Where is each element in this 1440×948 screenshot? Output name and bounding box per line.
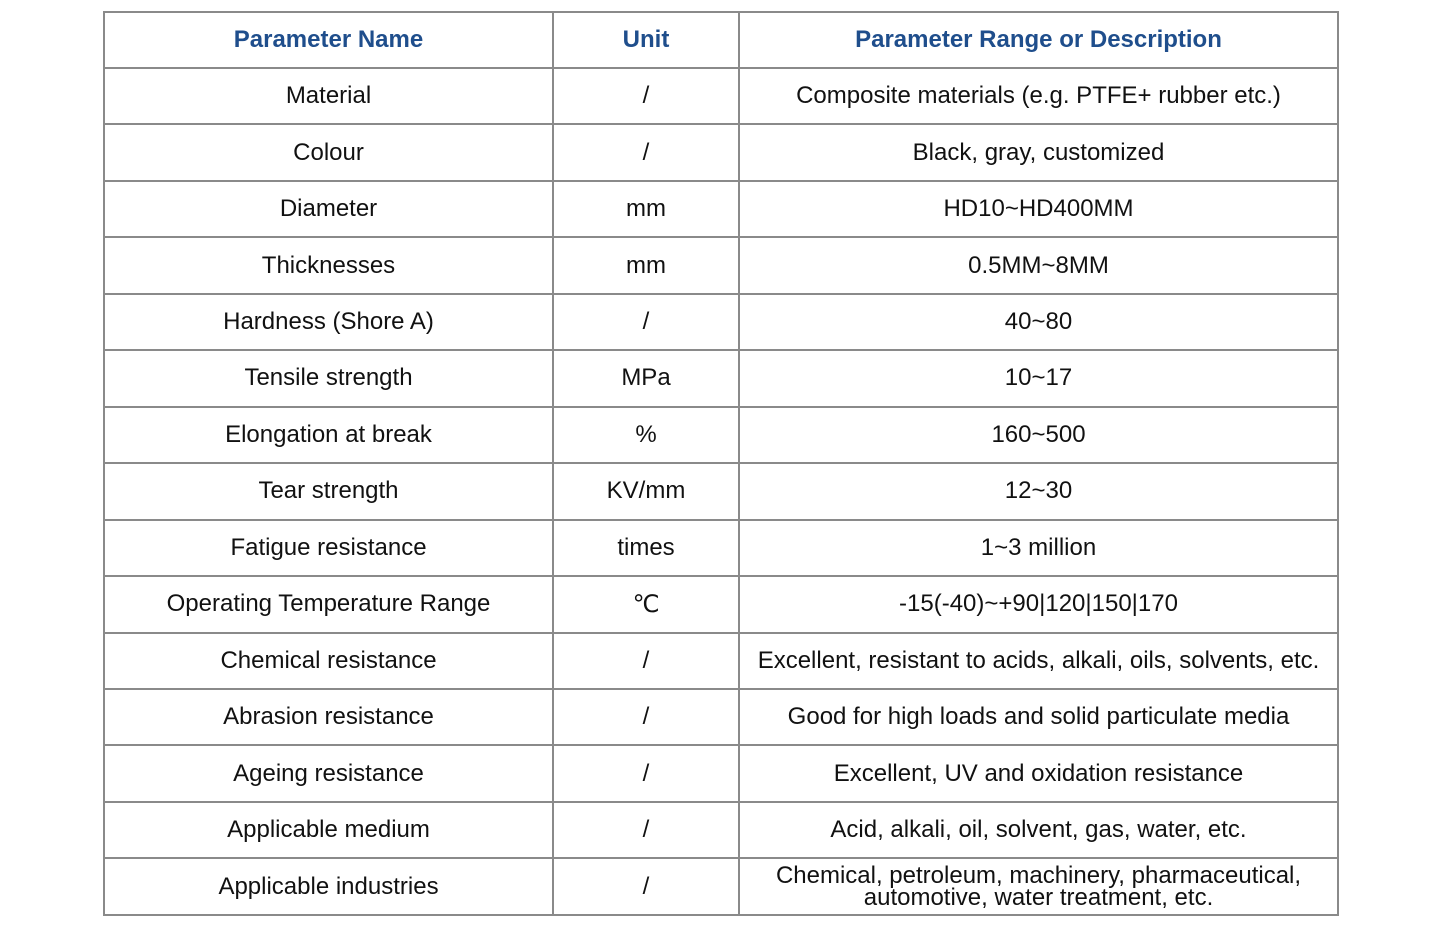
row-unit: % — [553, 407, 739, 463]
row-unit: ℃ — [553, 576, 739, 632]
row-unit: / — [553, 633, 739, 689]
row-value: Acid, alkali, oil, solvent, gas, water, etc. — [739, 802, 1338, 858]
row-value: 40~80 — [739, 294, 1338, 350]
table-row — [104, 520, 1338, 576]
table-header-row — [104, 12, 1338, 68]
row-name: Abrasion resistance — [104, 689, 553, 745]
row-name: Tear strength — [104, 463, 553, 519]
row-value: 1~3 million — [739, 520, 1338, 576]
row-name: Operating Temperature Range — [104, 576, 553, 632]
row-name: Thicknesses — [104, 237, 553, 293]
row-value: Excellent, resistant to acids, alkali, oils, solvents, etc. — [739, 633, 1338, 689]
header-parameter-range: Parameter Range or Description — [739, 12, 1338, 68]
table-row — [104, 407, 1338, 463]
row-name: Applicable industries — [104, 858, 553, 915]
row-name: Applicable medium — [104, 802, 553, 858]
row-value: 12~30 — [739, 463, 1338, 519]
row-unit: / — [553, 858, 739, 915]
header-unit: Unit — [553, 12, 739, 68]
row-name: Tensile strength — [104, 350, 553, 406]
row-value: Good for high loads and solid particulate media — [739, 689, 1338, 745]
table-row — [104, 802, 1338, 858]
row-name: Fatigue resistance — [104, 520, 553, 576]
row-unit: / — [553, 745, 739, 801]
row-unit: / — [553, 294, 739, 350]
row-value: 0.5MM~8MM — [739, 237, 1338, 293]
table-row — [104, 350, 1338, 406]
row-unit: times — [553, 520, 739, 576]
table-row — [104, 124, 1338, 180]
table-row — [104, 633, 1338, 689]
row-unit: MPa — [553, 350, 739, 406]
row-name: Hardness (Shore A) — [104, 294, 553, 350]
row-name: Colour — [104, 124, 553, 180]
row-value: Excellent, UV and oxidation resistance — [739, 745, 1338, 801]
row-unit: / — [553, 689, 739, 745]
row-value: Chemical, petroleum, machinery, pharmaceutical, automotive, water treatment, etc. — [739, 858, 1338, 915]
header-parameter-name: Parameter Name — [104, 12, 553, 68]
row-name: Diameter — [104, 181, 553, 237]
table-row — [104, 858, 1338, 915]
row-unit: KV/mm — [553, 463, 739, 519]
row-unit: mm — [553, 237, 739, 293]
row-unit: mm — [553, 181, 739, 237]
table-row — [104, 576, 1338, 632]
table-row — [104, 463, 1338, 519]
row-value: -15(-40)~+90|120|150|170 — [739, 576, 1338, 632]
row-name: Material — [104, 68, 553, 124]
row-name: Ageing resistance — [104, 745, 553, 801]
row-value: Black, gray, customized — [739, 124, 1338, 180]
row-value: 160~500 — [739, 407, 1338, 463]
table-row — [104, 181, 1338, 237]
row-unit: / — [553, 124, 739, 180]
row-value: HD10~HD400MM — [739, 181, 1338, 237]
row-value: 10~17 — [739, 350, 1338, 406]
table-row — [104, 294, 1338, 350]
row-name: Elongation at break — [104, 407, 553, 463]
table-row — [104, 237, 1338, 293]
row-unit: / — [553, 802, 739, 858]
row-unit: / — [553, 68, 739, 124]
table-row — [104, 68, 1338, 124]
table-row — [104, 689, 1338, 745]
row-name: Chemical resistance — [104, 633, 553, 689]
parameter-table — [103, 11, 1339, 916]
row-value: Composite materials (e.g. PTFE+ rubber etc.) — [739, 68, 1338, 124]
table-row — [104, 745, 1338, 801]
